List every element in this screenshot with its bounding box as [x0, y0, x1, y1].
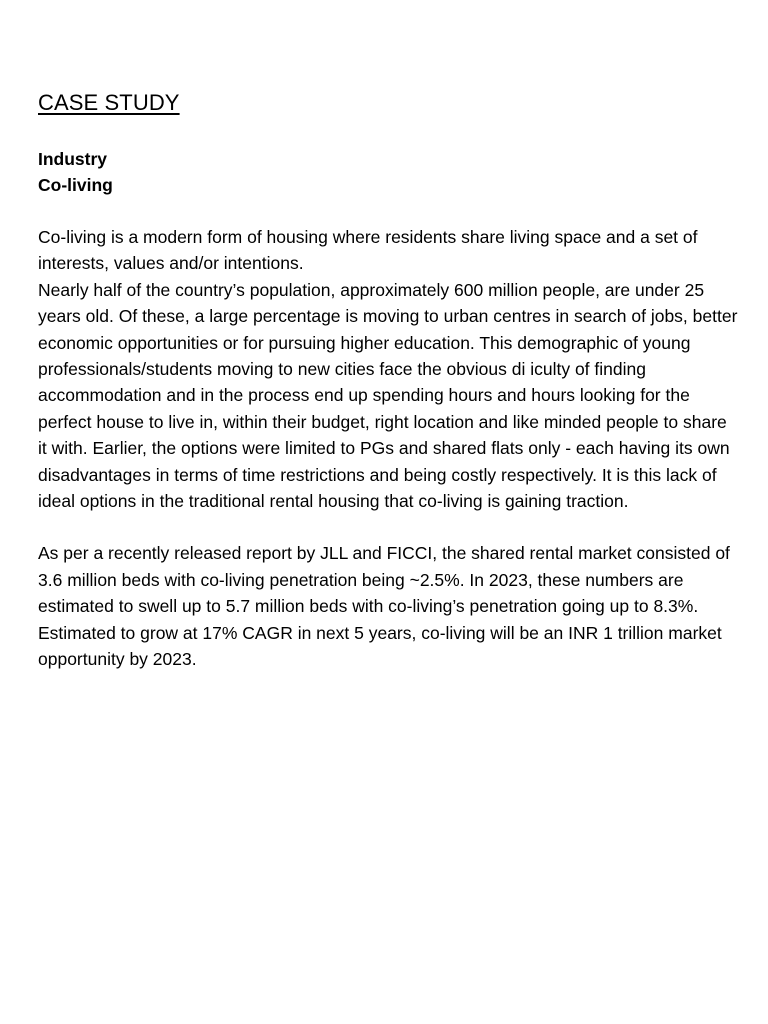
- industry-label: Industry: [38, 149, 108, 169]
- document-page: [38, 88, 738, 673]
- body-text: [38, 224, 738, 673]
- page-title: CASE STUDY: [38, 90, 180, 115]
- sector-label: Co-living: [38, 175, 113, 195]
- paragraph-demographics: Nearly half of the country’s population, approximately 600 million people, are under 25 years old. Of these, a large percentage is moving to urban centres in search of jobs, better economic opportunities or for pursuing higher education. This demographic of young professionals/students moving to new cities face the obvious di iculty of finding accommodation and in the process end up spending hours and hours looking for the perfect house to live in, within their budget, right location and like minded people to share it with. Earlier, the options were limited to PGs and shared flats only - each having its own disadvantages in terms of time restrictions and being costly respectively. It is this lack of ideal options in the traditional rental housing that co-living is gaining traction.: [38, 279, 738, 512]
- paragraph-spacer: [38, 514, 738, 540]
- paragraph-market: As per a recently released report by JLL and FICCI, the shared rental market consisted of 3.6 million beds with co-living penetration being ~2.5%. In 2023, these numbers are estimated to swell up to 5.7 million beds with co-living’s penetration going up to 8.3%. Estimated to grow at 17% CAGR in next 5 years, co-living will be an INR 1 trillion market opportunity by 2023.: [38, 543, 730, 670]
- paragraph-intro: Co-living is a modern form of housing where residents share living space and a set of interests, values and/or intentions.: [38, 227, 698, 274]
- industry-labels: [38, 146, 738, 198]
